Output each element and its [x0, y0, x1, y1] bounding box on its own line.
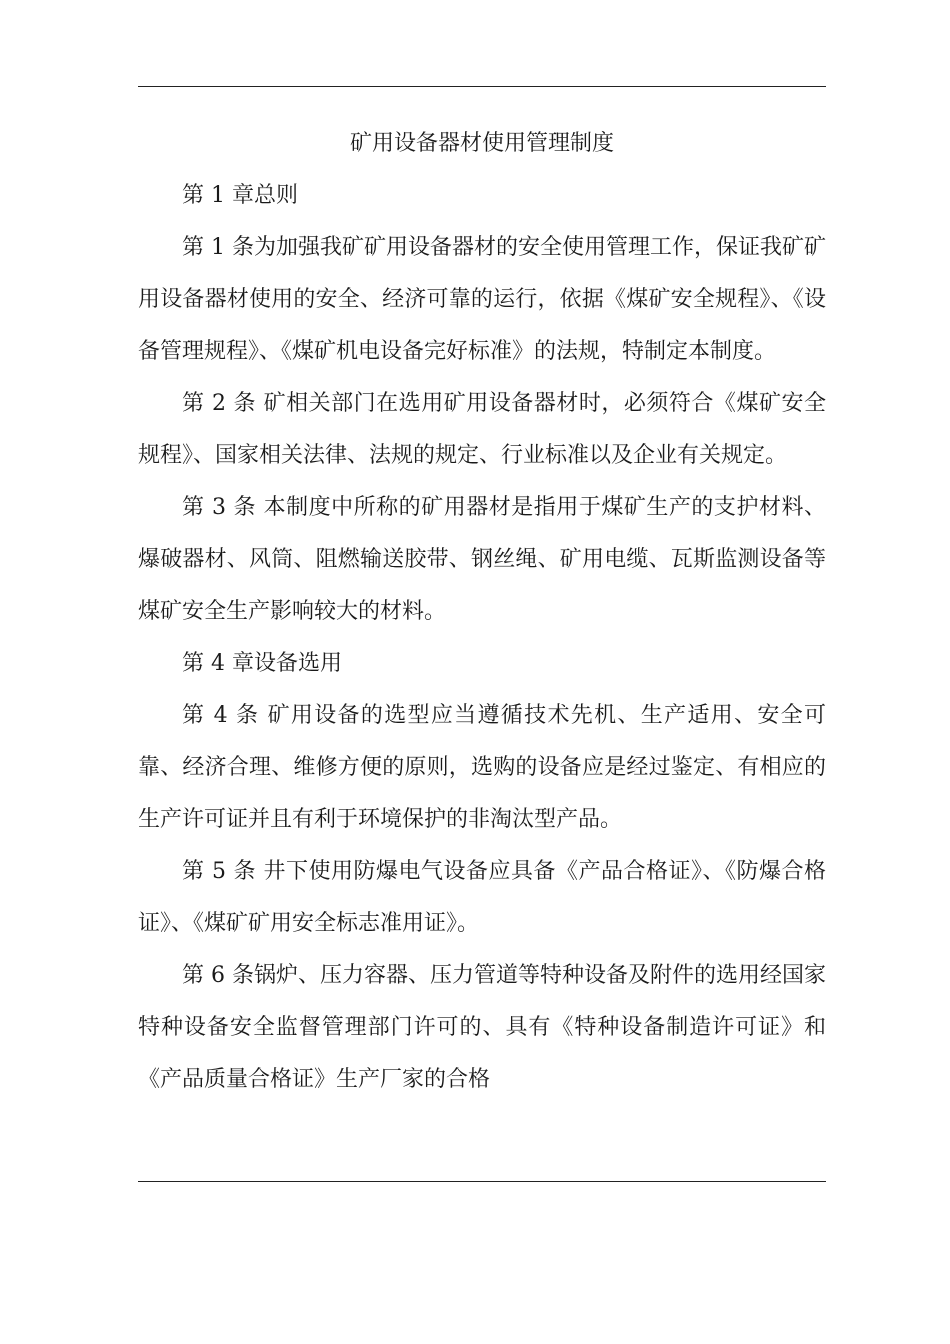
chapter-heading-1: 第 1 章总则	[182, 183, 298, 208]
article-2: 第 2 条 矿相关部门在选用矿用设备器材时，必须符合《煤矿安全规程》、国家相关法律、法规的规定、行业标准以及企业有关规定。	[138, 391, 826, 468]
article-4: 第 4 条 矿用设备的选型应当遵循技术先机、生产适用、安全可靠、经济合理、维修方便的原则，选购的设备应是经过鉴定、有相应的生产许可证并且有利于环境保护的非淘汰型产品。	[138, 703, 826, 832]
header-rule	[138, 86, 826, 87]
article-6: 第 6 条锅炉、压力容器、压力管道等特种设备及附件的选用经国家特种设备安全监督管理部门许可的、具有《特种设备制造许可证》和《产品质量合格证》生产厂家的合格	[138, 963, 826, 1092]
document-body	[138, 118, 826, 1106]
document-title: 矿用设备器材使用管理制度	[349, 131, 614, 156]
article-5: 第 5 条 井下使用防爆电气设备应具备《产品合格证》、《防爆合格证》、《煤矿矿用安全标志准用证》。	[138, 859, 826, 936]
article-1: 第 1 条为加强我矿矿用设备器材的安全使用管理工作，保证我矿矿用设备器材使用的安全、经济可靠的运行，依据《煤矿安全规程》、《设备管理规程》、《煤矿机电设备完好标准》的法规，特制定本制度。	[138, 235, 826, 364]
footer-rule	[138, 1181, 826, 1182]
article-3: 第 3 条 本制度中所称的矿用器材是指用于煤矿生产的支护材料、爆破器材、风筒、阻燃输送胶带、钢丝绳、矿用电缆、瓦斯监测设备等煤矿安全生产影响较大的材料。	[138, 495, 826, 624]
chapter-heading-4: 第 4 章设备选用	[182, 651, 342, 676]
